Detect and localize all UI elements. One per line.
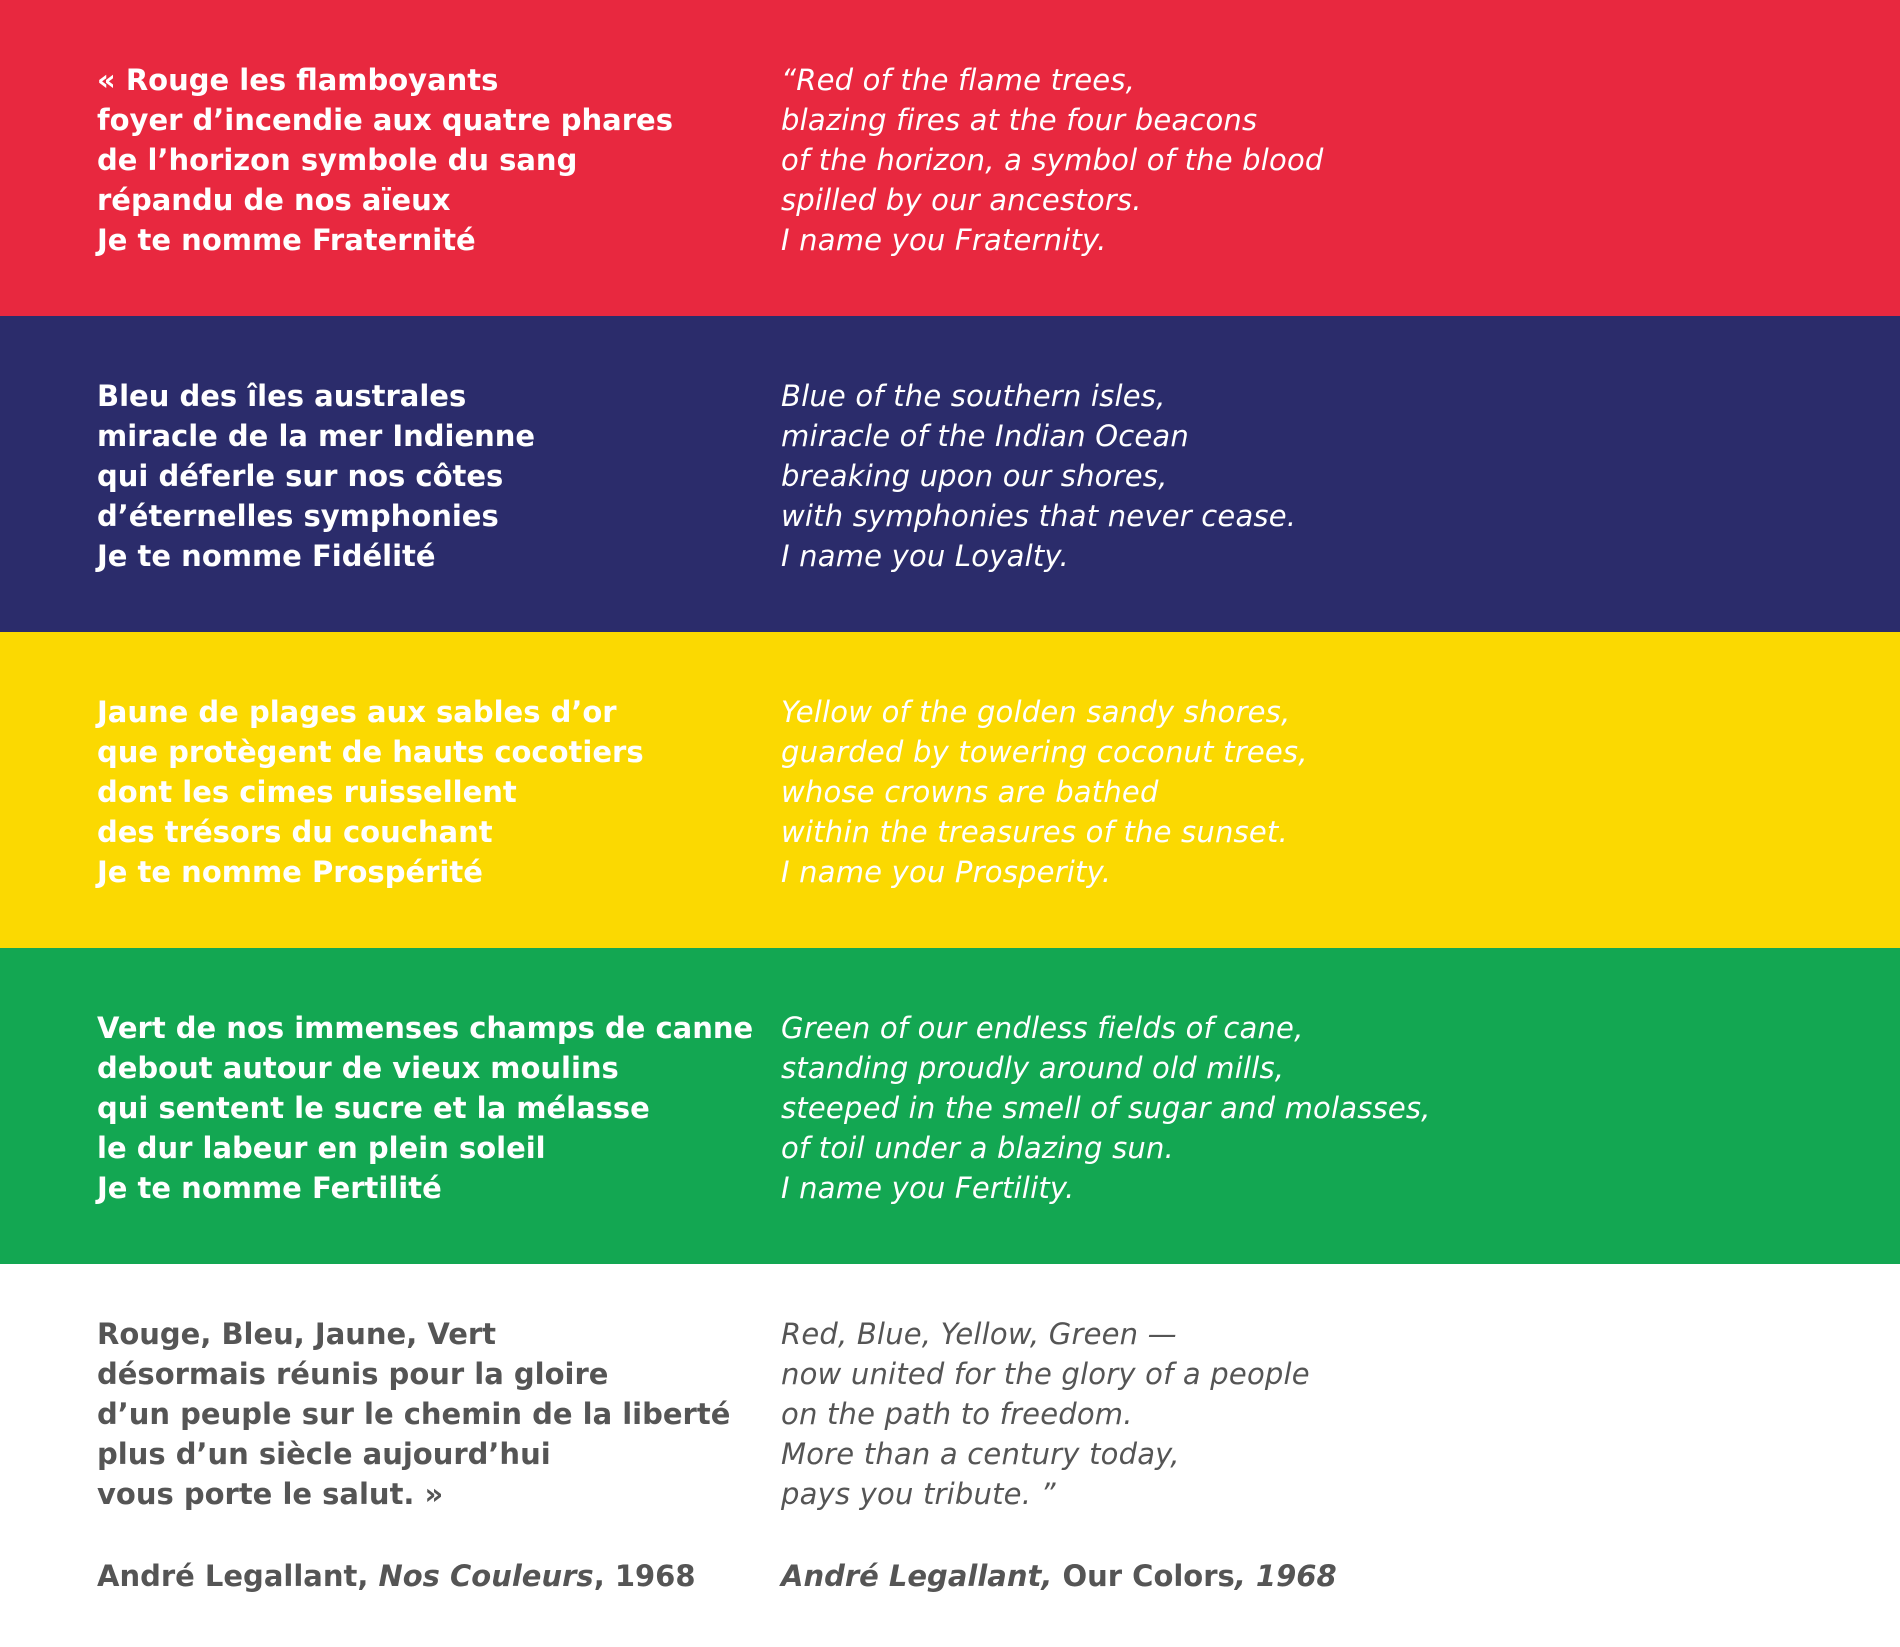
attribution-year: , 1968 (593, 1559, 696, 1593)
stanza-yellow-french (97, 692, 644, 892)
english-line: I name you Fraternity. (781, 223, 1107, 257)
english-line: I name you Loyalty. (781, 539, 1069, 573)
attribution-author: André Legallant, (97, 1559, 379, 1593)
english-line: Green of our endless fields of cane, (781, 1011, 1304, 1045)
english-line: whose crowns are bathed (781, 775, 1159, 809)
english-line: pays you tribute. ” (781, 1477, 1056, 1511)
stanza-yellow-band (0, 632, 1900, 948)
stanza-blue-band (0, 316, 1900, 632)
attribution-title: Nos Couleurs (378, 1559, 594, 1593)
french-attribution (97, 1556, 696, 1596)
french-line: des trésors du couchant (97, 815, 493, 849)
closing-stanza-band (0, 1264, 1900, 1647)
english-line: miracle of the Indian Ocean (781, 419, 1189, 453)
stanza-yellow-english (781, 692, 1308, 892)
french-line: Vert de nos immenses champs de canne (97, 1011, 754, 1045)
french-line: le dur labeur en plein soleil (97, 1131, 546, 1165)
french-line: Bleu des îles australes (97, 379, 467, 413)
english-line: within the treasures of the sunset. (781, 815, 1288, 849)
french-line: Je te nomme Prospérité (97, 855, 483, 889)
stanza-red-french (97, 60, 673, 260)
english-line: I name you Fertility. (781, 1171, 1075, 1205)
attribution-title: Our Colors (1062, 1559, 1235, 1593)
english-line: blazing fires at the four beacons (781, 103, 1258, 137)
french-line: « Rouge les flamboyants (97, 63, 499, 97)
english-line: of toil under a blazing sun. (781, 1131, 1174, 1165)
english-line: guarded by towering coconut trees, (781, 735, 1308, 769)
english-line: “Red of the flame trees, (781, 63, 1136, 97)
french-line: que protègent de hauts cocotiers (97, 735, 644, 769)
french-line: miracle de la mer Indienne (97, 419, 536, 453)
french-line: Je te nomme Fraternité (97, 223, 476, 257)
english-line: on the path to freedom. (781, 1397, 1133, 1431)
english-line: of the horizon, a symbol of the blood (781, 143, 1324, 177)
french-line: debout autour de vieux moulins (97, 1051, 619, 1085)
english-line: Blue of the southern isles, (781, 379, 1166, 413)
french-line: désormais réunis pour la gloire (97, 1357, 609, 1391)
closing-english (781, 1314, 1310, 1514)
french-line: d’un peuple sur le chemin de la liberté (97, 1397, 731, 1431)
french-line: qui sentent le sucre et la mélasse (97, 1091, 650, 1125)
french-line: de l’horizon symbole du sang (97, 143, 578, 177)
stanza-blue-french (97, 376, 535, 576)
english-attribution (781, 1556, 1337, 1596)
french-line: Rouge, Bleu, Jaune, Vert (97, 1317, 497, 1351)
stanza-red-english (781, 60, 1324, 260)
french-line: Jaune de plages aux sables d’or (97, 695, 617, 729)
french-line: qui déferle sur nos côtes (97, 459, 504, 493)
english-line: steeped in the smell of sugar and molasses, (781, 1091, 1431, 1125)
english-line: Yellow of the golden sandy shores, (781, 695, 1291, 729)
closing-french (97, 1314, 730, 1514)
french-line: plus d’un siècle aujourd’hui (97, 1437, 551, 1471)
french-line: répandu de nos aïeux (97, 183, 451, 217)
attribution-author: André Legallant, (781, 1559, 1063, 1593)
french-line: foyer d’incendie aux quatre phares (97, 103, 673, 137)
stanza-blue-english (781, 376, 1296, 576)
english-line: Red, Blue, Yellow, Green — (781, 1317, 1177, 1351)
english-line: now united for the glory of a people (781, 1357, 1310, 1391)
attribution-year: , 1968 (1234, 1559, 1337, 1593)
english-line: spilled by our ancestors. (781, 183, 1142, 217)
stanza-green-french (97, 1008, 753, 1208)
stanza-red-band (0, 0, 1900, 316)
french-line: vous porte le salut. » (97, 1477, 444, 1511)
french-line: Je te nomme Fertilité (97, 1171, 442, 1205)
english-line: breaking upon our shores, (781, 459, 1168, 493)
english-line: I name you Prosperity. (781, 855, 1112, 889)
french-line: d’éternelles symphonies (97, 499, 499, 533)
french-line: dont les cimes ruissellent (97, 775, 517, 809)
stanza-green-band (0, 948, 1900, 1264)
english-line: standing proudly around old mills, (781, 1051, 1285, 1085)
english-line: with symphonies that never cease. (781, 499, 1297, 533)
stanza-green-english (781, 1008, 1431, 1208)
french-line: Je te nomme Fidélité (97, 539, 436, 573)
english-line: More than a century today, (781, 1437, 1180, 1471)
